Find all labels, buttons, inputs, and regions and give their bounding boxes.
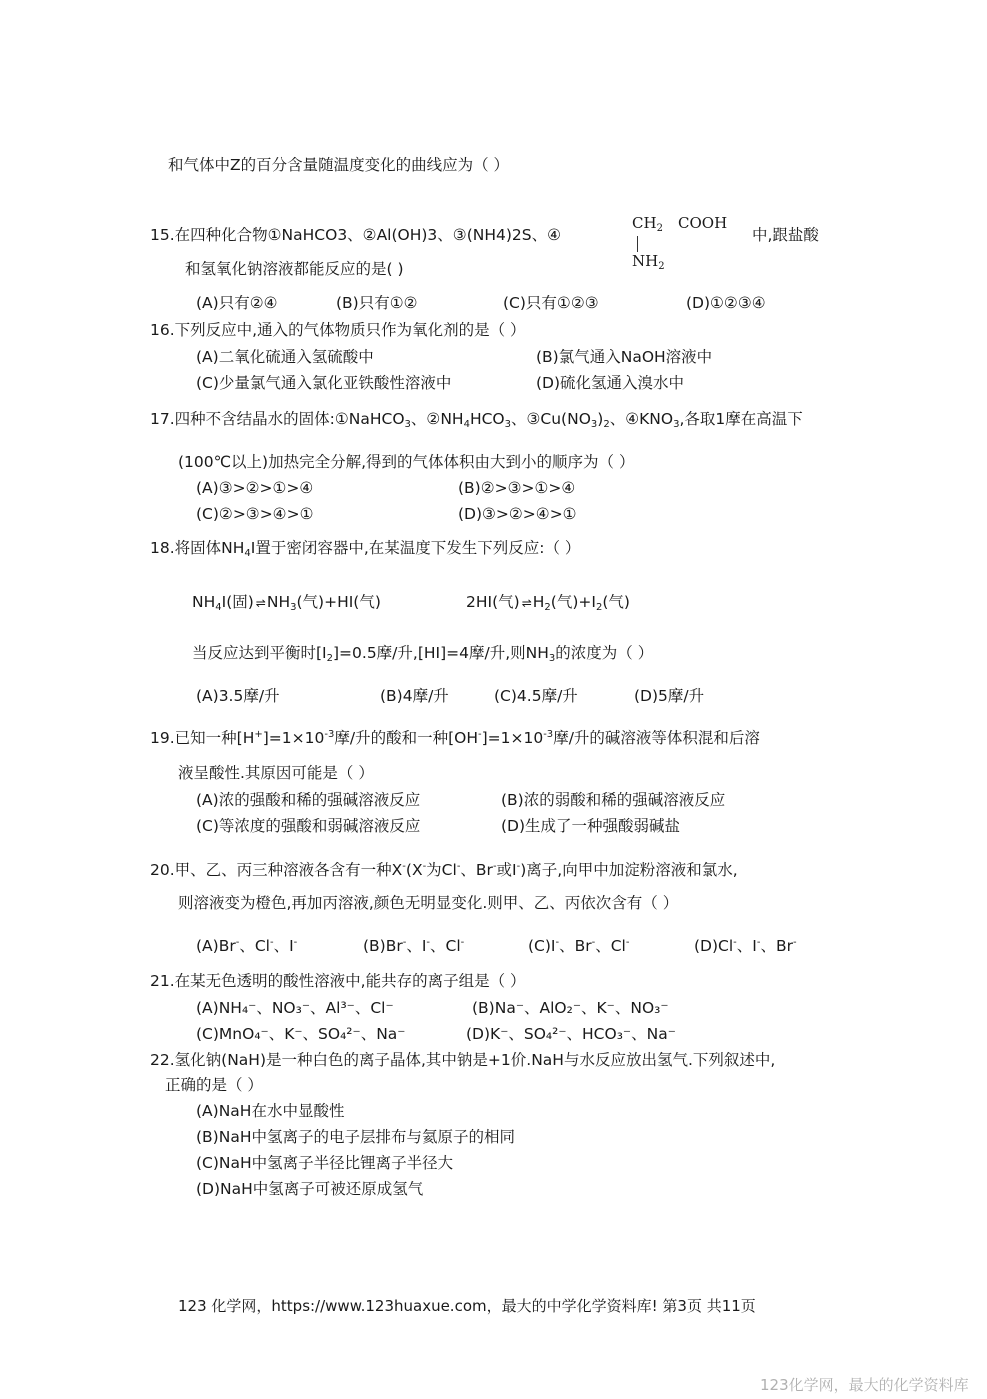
q16-option-c: (C)少量氯气通入氯化亚铁酸性溶液中 [196,374,452,392]
q15-option-a: (A)只有②④ [196,294,278,312]
q17-option-a: (A)③>②>①>④ [196,479,314,497]
q17-option-b: (B)②>③>①>④ [458,479,576,497]
q18-option-a: (A)3.5摩/升 [196,687,280,705]
equilibrium-arrow-icon: ⇌ [255,596,265,610]
q15-option-d: (D)①②③④ [686,294,766,312]
q15-stem-line2: 和氢氧化钠溶液都能反应的是( ) [185,260,404,278]
q16-option-a: (A)二氧化硫通入氢硫酸中 [196,348,374,366]
struct-nh2: $NH_2$ [632,252,665,272]
q15-stem-line1: 15.在四种化合物①NaHCO3、②Al(OH)3、③(NH4)2S、④ [150,226,561,244]
q19-option-b: (B)浓的弱酸和稀的强碱溶液反应 [501,791,726,809]
q15-option-c: (C)只有①②③ [503,294,599,312]
q17-option-c: (C)②>③>④>① [196,505,314,523]
q15-stem-after: 中,跟盐酸 [752,226,819,244]
q22-stem-line1: 22.氢化钠(NaH)是一种白色的离子晶体,其中钠是+1价.NaH与水反应放出氢气.下列叙述中, [150,1051,776,1069]
q16-option-d: (D)硫化氢通入溴水中 [536,374,685,392]
intro-text: 和气体中Z的百分含量随温度变化的曲线应为（ ） [168,156,510,174]
q15-option-b: (B)只有①② [336,294,418,312]
q18-option-b: (B)4摩/升 [380,687,449,705]
q16-stem: 16.下列反应中,通入的气体物质只作为氧化剂的是（ ） [150,321,526,339]
page-footer: 123 化学网，https://www.123huaxue.com，最大的中学化学资料库! 第3页 共11页 [178,1297,756,1315]
glycine-structure [632,214,742,274]
struct-ch2: $CH_2$ [632,214,663,234]
q17-stem: 17.四种不含结晶水的固体:①NaHCO$_3$、$②NH_4HCO_3$、$③Cu(NO_3)_2$、$④KNO_3$,各取1摩在高温下 [150,410,803,430]
q19-option-c: (C)等浓度的强酸和弱碱溶液反应 [196,817,421,835]
q21-option-c: (C)MnO₄⁻、K⁻、SO₄²⁻、Na⁻ [196,1025,406,1043]
q18-stem: 18.将固体$NH_4I$置于密闭容器中,在某温度下发生下列反应:（ ） [150,539,581,559]
q19-stem: 19.已知一种$[H^+]=1\times 10^{-3}$摩/升的酸和一种$[OH^-]=1\times 10^{-3}$摩/升的碱溶液等体积混和后溶 [150,729,760,747]
struct-bond [637,236,638,252]
equilibrium-arrow-icon: ⇌ [521,596,531,610]
q22-stem-line2: 正确的是（ ） [165,1076,263,1094]
q18-equation-2: 2HI(气) ⇌ $H_2$(气)$+I_2$(气) [466,593,630,613]
q21-stem: 21.在某无色透明的酸性溶液中,能共存的离子组是（ ） [150,972,526,990]
q18-equation-1: $NH_4I$(固) ⇌ $NH_3$(气)+HI(气) [192,593,381,613]
q20-stem-line2: 则溶液变为橙色,再加丙溶液,颜色无明显变化.则甲、乙、丙依次含有（ ） [178,894,679,912]
watermark-text: 123化学网，最大的化学资料库 [760,1376,969,1394]
q20-option-c: (C)I-、Br-、Cl- [528,937,630,955]
q22-option-c: (C)NaH中氢离子半径比锂离子半径大 [196,1154,454,1172]
q19-option-d: (D)生成了一种强酸弱碱盐 [501,817,681,835]
q21-option-d: (D)K⁻、SO₄²⁻、HCO₃⁻、Na⁻ [466,1025,676,1043]
q20-option-a: (A)Br-、Cl-、I- [196,937,298,955]
q19-stem-line2: 液呈酸性.其原因可能是（ ） [178,764,374,782]
struct-cooh: COOH [678,214,728,232]
q18-condition: 当反应达到平衡时$[I_2]=0.5$摩/升,[HI]=4摩/升,则$NH_3$的浓度为（ ） [192,644,654,664]
q20-stem: 20.甲、乙、丙三种溶液各含有一种X-(X-为Cl-、Br-或I-)离子,向甲中加淀粉溶液和氯水, [150,861,738,879]
q22-option-a: (A)NaH在水中显酸性 [196,1102,345,1120]
q19-option-a: (A)浓的强酸和稀的强碱溶液反应 [196,791,421,809]
q18-option-d: (D)5摩/升 [634,687,705,705]
q16-option-b: (B)氯气通入NaOH溶液中 [536,348,713,366]
q22-option-d: (D)NaH中氢离子可被还原成氢气 [196,1180,424,1198]
q21-option-b: (B)Na⁻、AlO₂⁻、K⁻、NO₃⁻ [472,999,669,1017]
q21-option-a: (A)NH₄⁻、NO₃⁻、Al³⁻、Cl⁻ [196,999,394,1017]
q18-option-c: (C)4.5摩/升 [494,687,578,705]
q20-option-b: (B)Br-、I-、Cl- [363,937,465,955]
q20-option-d: (D)Cl-、I-、Br- [694,937,797,955]
q22-option-b: (B)NaH中氢离子的电子层排布与氦原子的相同 [196,1128,515,1146]
q17-stem-line2: (100℃以上)加热完全分解,得到的气体体积由大到小的顺序为（ ） [178,453,635,471]
q17-option-d: (D)③>②>④>① [458,505,577,523]
